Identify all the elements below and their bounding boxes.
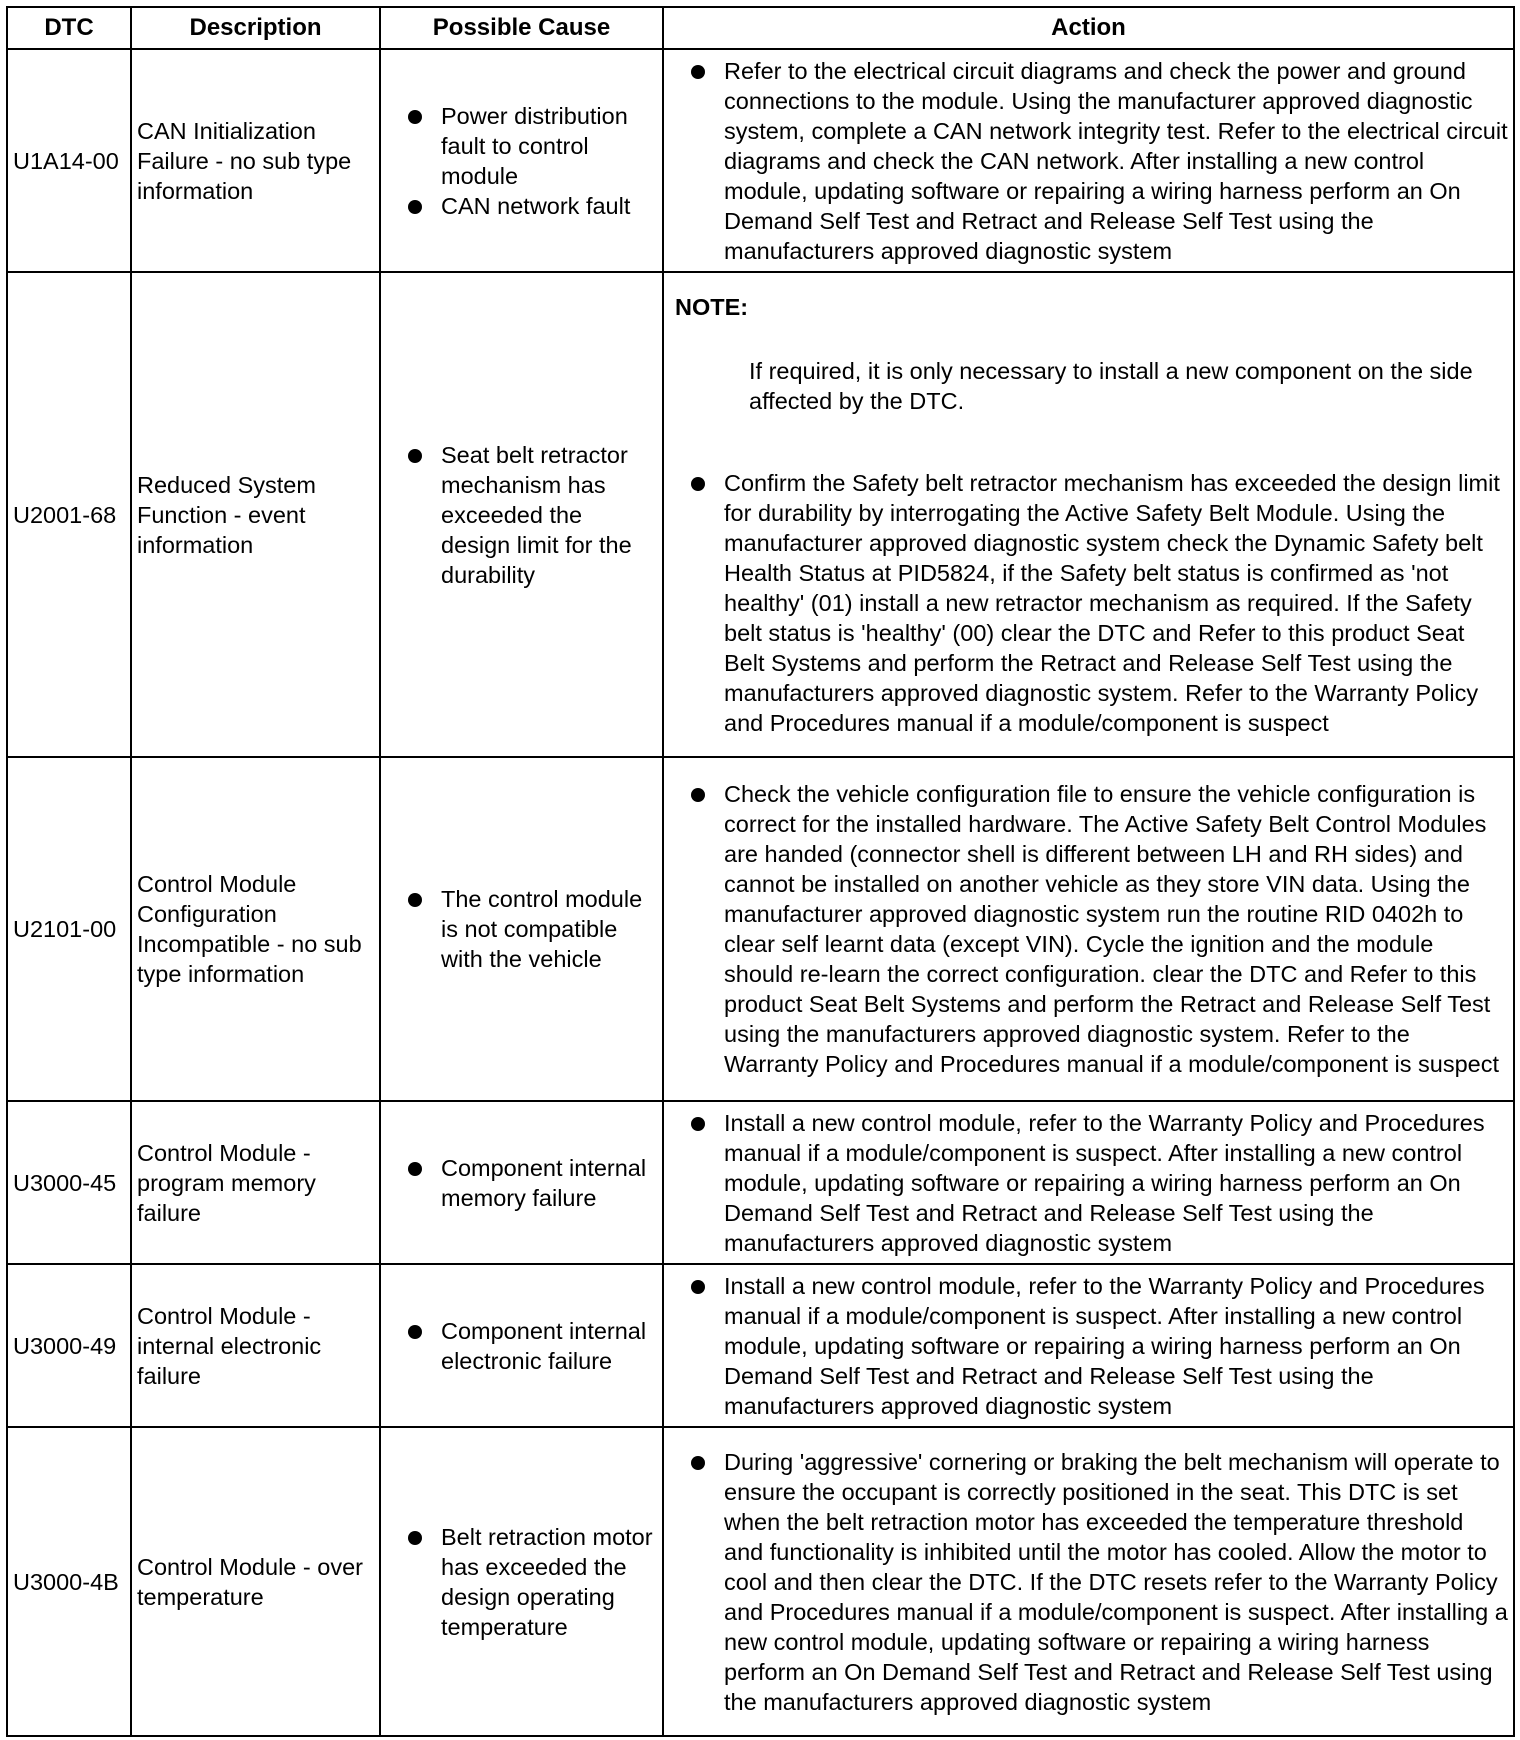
- action-list: [669, 56, 1508, 266]
- dtc-code: U3000-45: [7, 1101, 131, 1264]
- dtc-code: U1A14-00: [7, 49, 131, 272]
- dtc-description: Control Module - over temperature: [131, 1427, 380, 1736]
- header-action: Action: [663, 7, 1514, 49]
- action-list: [669, 468, 1508, 738]
- action-cell: [663, 1264, 1514, 1427]
- dtc-description: Control Module - program memory failure: [131, 1101, 380, 1264]
- action-item: Install a new control module, refer to the Warranty Policy and Procedures manual if a module/component is suspect. After installing a new control module, updating software or repairing a wiring harness perform an On Demand Self Test and Retract and Release Self Test using the manufacturers approved diagnostic system: [724, 1271, 1508, 1421]
- action-list: [669, 1271, 1508, 1421]
- action-list: [669, 779, 1508, 1079]
- action-item: Install a new control module, refer to the Warranty Policy and Procedures manual if a module/component is suspect. After installing a new control module, updating software or repairing a wiring harness perform an On Demand Self Test and Retract and Release Self Test using the manufacturers approved diagnostic system: [724, 1108, 1508, 1258]
- action-item: Confirm the Safety belt retractor mechanism has exceeded the design limit for durability by interrogating the Active Safety Belt Module. Using the manufacturer approved diagnostic system check the Dynamic Safety belt Health Status at PID5824, if the Safety belt status is confirmed as 'not healthy' (01) install a new retractor mechanism as required. If the Safety belt status is 'healthy' (00) clear the DTC and Refer to this product Seat Belt Systems and perform the Retract and Release Self Test using the manufacturers approved diagnostic system. Refer to the Warranty Policy and Procedures manual if a module/component is suspect: [724, 468, 1508, 738]
- possible-cause-cell: [380, 1427, 663, 1736]
- action-list: [669, 1108, 1508, 1258]
- table-row: [7, 49, 1514, 272]
- possible-cause-cell: [380, 757, 663, 1101]
- dtc-description: Control Module - internal electronic failure: [131, 1264, 380, 1427]
- dtc-description: CAN Initialization Failure - no sub type information: [131, 49, 380, 272]
- action-item: During 'aggressive' cornering or braking the belt mechanism will operate to ensure the occupant is correctly positioned in the seat. This DTC is set when the belt retraction motor has exceeded the temperature threshold and functionality is inhibited until the motor has cooled. Allow the motor to cool and then clear the DTC. If the DTC resets refer to the Warranty Policy and Procedures manual if a module/component is suspect. After installing a new control module, updating software or repairing a wiring harness perform an On Demand Self Test and Retract and Release Self Test using the manufacturers approved diagnostic system: [724, 1448, 1508, 1715]
- header-dtc: DTC: [7, 7, 131, 49]
- action-cell: [663, 757, 1514, 1101]
- action-list: [669, 1447, 1508, 1717]
- table-row: [7, 1101, 1514, 1264]
- table-row: [7, 1427, 1514, 1736]
- dtc-code: U2001-68: [7, 272, 131, 757]
- cause-list: [386, 1316, 657, 1376]
- possible-cause-cell: [380, 1101, 663, 1264]
- cause-list: [386, 1522, 657, 1642]
- cause-item: Seat belt retractor mechanism has exceeded the design limit for the durability: [441, 440, 657, 590]
- cause-list: [386, 884, 657, 974]
- cause-list: [386, 440, 657, 590]
- header-possible-cause: Possible Cause: [380, 7, 663, 49]
- action-cell: [663, 272, 1514, 757]
- dtc-code: U3000-4B: [7, 1427, 131, 1736]
- dtc-description: Reduced System Function - event information: [131, 272, 380, 757]
- action-cell: [663, 49, 1514, 272]
- table-row: [7, 1264, 1514, 1427]
- dtc-table: [6, 6, 1515, 1737]
- dtc-code: U3000-49: [7, 1264, 131, 1427]
- action-item: Refer to the electrical circuit diagrams and check the power and ground connections to the module. Using the manufacturer approved diagnostic system, complete a CAN network integrity test. Refer to the electrical circuit diagrams and check the CAN network. After installing a new control module, updating software or repairing a wiring harness perform an On Demand Self Test and Retract and Release Self Test using the manufacturers approved diagnostic system: [724, 57, 1508, 264]
- header-description: Description: [131, 7, 380, 49]
- possible-cause-cell: [380, 1264, 663, 1427]
- table-row: [7, 757, 1514, 1101]
- header-row: [7, 7, 1514, 49]
- cause-item: Component internal memory failure: [441, 1153, 657, 1213]
- cause-item: Component internal electronic failure: [441, 1316, 657, 1376]
- cause-item: Belt retraction motor has exceeded the design operating temperature: [441, 1522, 657, 1642]
- action-item: Check the vehicle configuration file to ensure the vehicle configuration is correct for the installed hardware. The Active Safety Belt Control Modules are handed (connector shell is different between LH and RH sides) and cannot be installed on another vehicle as they store VIN data. Using the manufacturer approved diagnostic system run the routine RID 0402h to clear self learnt data (except VIN). Cycle the ignition and the module should re-learn the correct configuration. clear the DTC and Refer to this product Seat Belt Systems and perform the Retract and Release Self Test using the manufacturers approved diagnostic system. Refer to the Warranty Policy and Procedures manual if a module/component is suspect: [724, 779, 1508, 1079]
- action-cell: [663, 1101, 1514, 1264]
- cause-list: [386, 101, 657, 221]
- cause-list: [386, 1153, 657, 1213]
- cause-item: CAN network fault: [441, 191, 657, 221]
- dtc-code: U2101-00: [7, 757, 131, 1101]
- dtc-description: Control Module Configuration Incompatible - no sub type information: [131, 757, 380, 1101]
- note-label: NOTE:: [675, 293, 749, 320]
- possible-cause-cell: [380, 272, 663, 757]
- possible-cause-cell: [380, 49, 663, 272]
- cause-item: Power distribution fault to control module: [441, 101, 657, 191]
- note-text: If required, it is only necessary to install a new component on the side affected by the DTC.: [749, 357, 1473, 414]
- action-cell: [663, 1427, 1514, 1736]
- table-row: [7, 272, 1514, 757]
- cause-item: The control module is not compatible with the vehicle: [441, 884, 657, 974]
